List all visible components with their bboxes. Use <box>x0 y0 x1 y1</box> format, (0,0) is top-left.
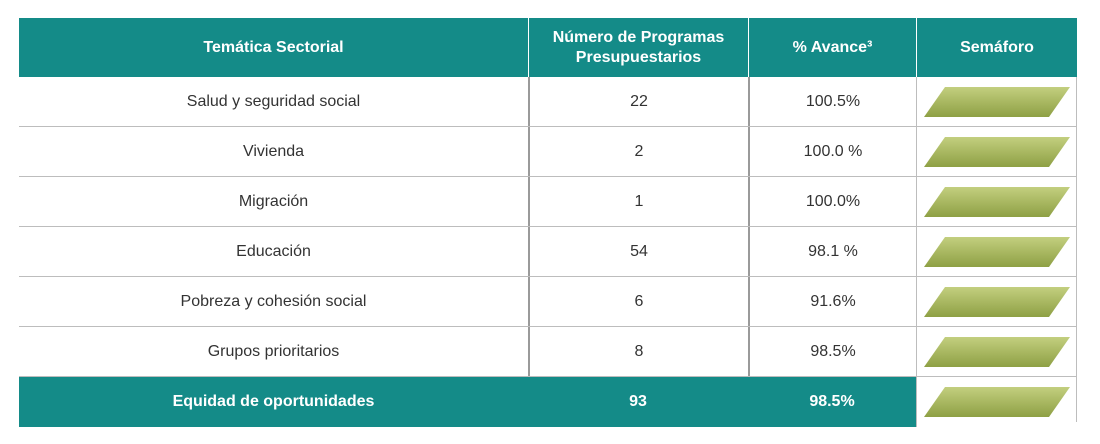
cell-semaforo <box>916 127 1077 176</box>
cell-avance: 100.0% <box>748 177 916 226</box>
cell-avance: 100.0 % <box>748 127 916 176</box>
header-avance: % Avance³ <box>748 18 916 77</box>
cell-semaforo <box>916 327 1077 376</box>
table-row <box>19 327 1077 377</box>
cell-tematica: Vivienda <box>242 142 305 160</box>
cell-semaforo <box>916 227 1077 276</box>
header-programas-line2: Presupuestarios <box>575 48 702 66</box>
cell-avance: 98.5% <box>748 327 916 376</box>
semaforo-green-indicator <box>923 186 1071 218</box>
cell-avance: 91.6% <box>748 277 916 326</box>
semaforo-green-indicator <box>923 386 1071 418</box>
cell-tematica: Educación <box>236 242 311 260</box>
cell-avance: 98.1 % <box>748 227 916 276</box>
table-row <box>19 227 1077 277</box>
header-programas <box>528 18 748 77</box>
total-avance: 98.5% <box>809 393 855 410</box>
cell-tematica: Grupos prioritarios <box>207 342 340 360</box>
table-row <box>19 77 1077 127</box>
total-semaforo <box>916 377 1077 427</box>
semaforo-green-indicator <box>923 236 1071 268</box>
cell-avance: 100.5% <box>748 77 916 126</box>
table-right-border <box>1076 77 1077 422</box>
table-row <box>19 277 1077 327</box>
cell-tematica: Pobreza y cohesión social <box>180 292 367 310</box>
cell-programas: 6 <box>528 277 748 326</box>
semaforo-green-indicator <box>923 86 1071 118</box>
total-programas: 93 <box>629 393 647 410</box>
semaforo-green-indicator <box>923 286 1071 318</box>
program-progress-table <box>19 18 1077 422</box>
cell-programas: 1 <box>528 177 748 226</box>
total-row <box>19 377 1077 427</box>
table-row <box>19 127 1077 177</box>
cell-semaforo <box>916 77 1077 126</box>
cell-tematica: Migración <box>238 192 309 210</box>
cell-programas: 22 <box>528 77 748 126</box>
cell-semaforo <box>916 177 1077 226</box>
table-row <box>19 177 1077 227</box>
total-tematica: Equidad de oportunidades <box>172 393 375 410</box>
cell-tematica: Salud y seguridad social <box>186 92 361 110</box>
header-programas-line1: Número de Programas <box>552 28 725 46</box>
header-tematica: Temática Sectorial <box>203 38 344 56</box>
cell-semaforo <box>916 277 1077 326</box>
table-header <box>19 18 1077 77</box>
cell-programas: 8 <box>528 327 748 376</box>
cell-programas: 54 <box>528 227 748 276</box>
cell-programas: 2 <box>528 127 748 176</box>
header-semaforo: Semáforo <box>916 18 1077 77</box>
semaforo-green-indicator <box>923 136 1071 168</box>
semaforo-green-indicator <box>923 336 1071 368</box>
